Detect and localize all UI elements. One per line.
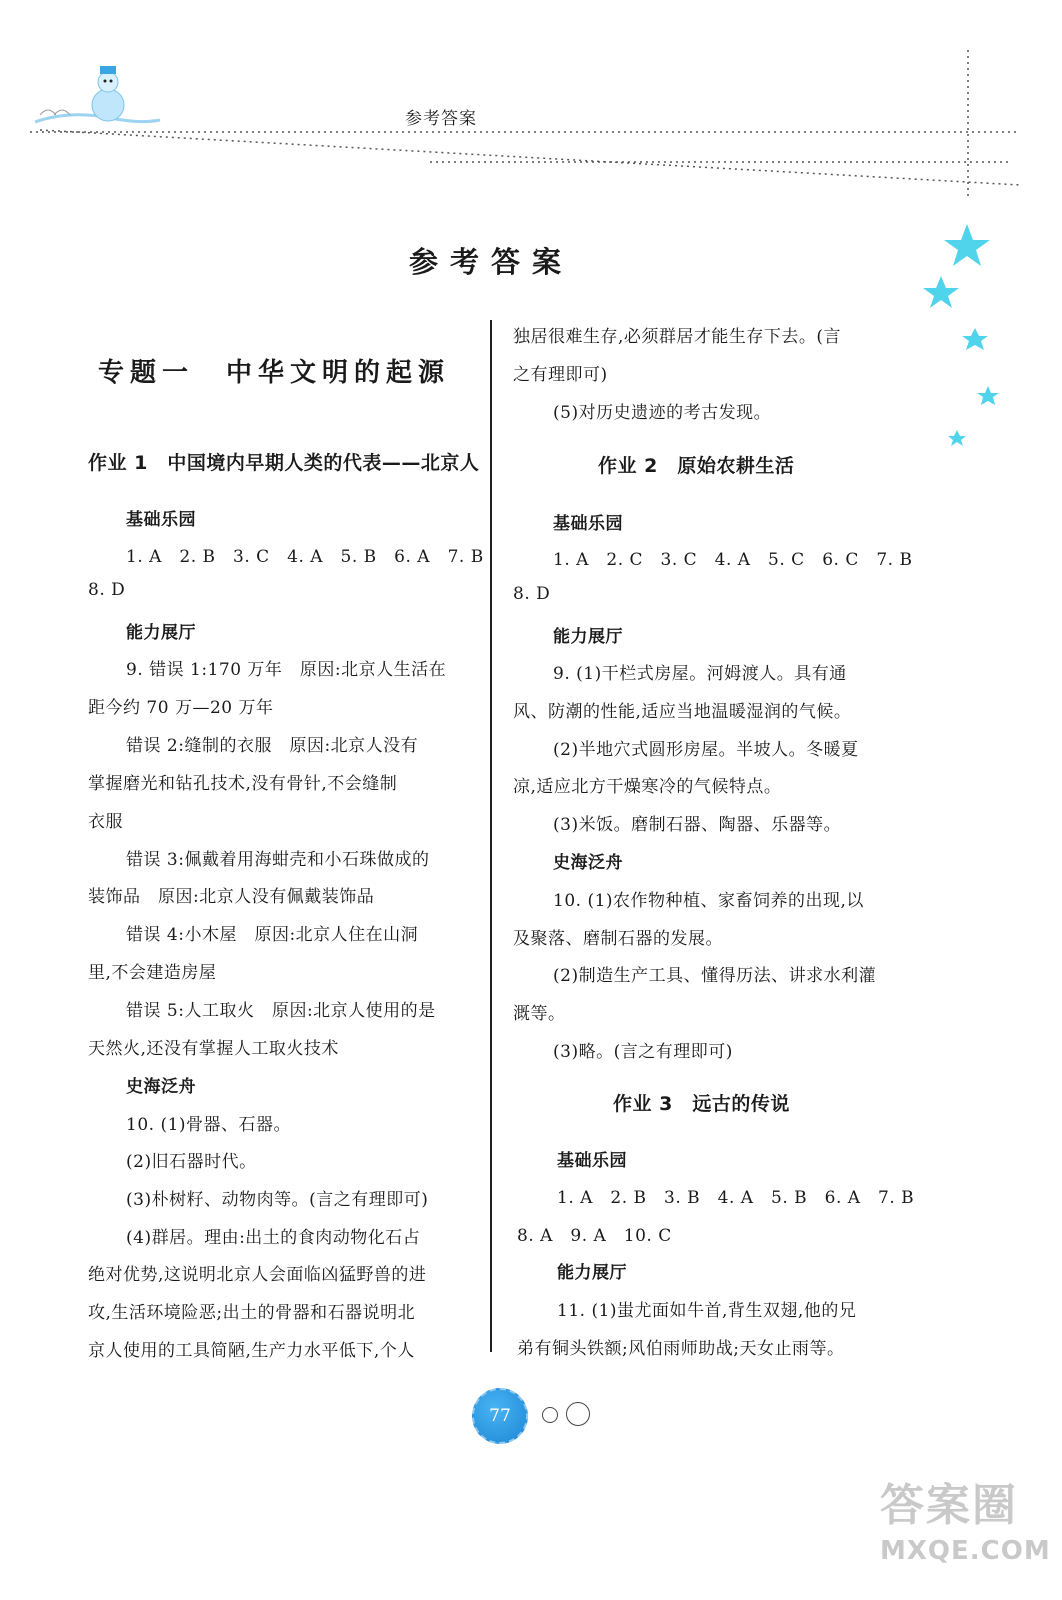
answer-line: 凉,适应北方干燥寒冷的气候特点。 bbox=[513, 777, 782, 797]
answer-line: 错误 4:小木屋 原因:北京人住在山洞 bbox=[126, 925, 419, 945]
answer-line: (2)旧石器时代。 bbox=[126, 1152, 257, 1172]
answer-line: 之有理即可) bbox=[513, 365, 608, 385]
answer-line: 1. A 2. C 3. C 4. A 5. C 6. C 7. B bbox=[553, 550, 913, 570]
column-divider bbox=[490, 320, 492, 1352]
answer-line: 装饰品 原因:北京人没有佩戴装饰品 bbox=[88, 887, 375, 907]
section-heading: 能力展厅 bbox=[126, 623, 196, 643]
answer-line: 掌握磨光和钻孔技术,没有骨针,不会缝制 bbox=[88, 774, 398, 794]
right-column bbox=[513, 0, 913, 1400]
answer-line: 1. A 2. B 3. C 4. A 5. B 6. A 7. B bbox=[126, 547, 484, 567]
answer-line: 风、防潮的性能,适应当地温暖湿润的气候。 bbox=[513, 702, 852, 722]
answer-line: 京人使用的工具简陋,生产力水平低下,个人 bbox=[88, 1341, 415, 1361]
answer-line: 绝对优势,这说明北京人会面临凶猛野兽的进 bbox=[88, 1265, 427, 1285]
watermark-logo: 答案圈 bbox=[880, 1480, 1018, 1531]
answer-line: 错误 2:缝制的衣服 原因:北京人没有 bbox=[126, 736, 419, 756]
decorative-circle-icon bbox=[566, 1402, 590, 1426]
answer-line: (3)朴树籽、动物肉等。(言之有理即可) bbox=[126, 1190, 429, 1210]
answer-line: (3)略。(言之有理即可) bbox=[553, 1042, 733, 1062]
answer-line: 错误 3:佩戴着用海蚶壳和小石珠做成的 bbox=[126, 850, 430, 870]
answer-line: (4)群居。理由:出土的食肉动物化石占 bbox=[126, 1228, 421, 1248]
answer-line: (5)对历史遗迹的考古发现。 bbox=[553, 403, 772, 423]
answer-line: 弟有铜头铁额;风伯雨师助战;天女止雨等。 bbox=[517, 1339, 845, 1359]
answer-line: 攻,生活环境险恶;出土的骨器和石器说明北 bbox=[88, 1303, 416, 1323]
watermark bbox=[880, 1478, 1051, 1568]
section-heading: 能力展厅 bbox=[553, 627, 623, 647]
homework-heading: 作业 3 远古的传说 bbox=[613, 1093, 790, 1115]
answer-line: 8. D bbox=[513, 584, 551, 604]
answer-line: 1. A 2. B 3. B 4. A 5. B 6. A 7. B bbox=[557, 1188, 915, 1208]
answer-line: (2)半地穴式圆形房屋。半坡人。冬暖夏 bbox=[553, 740, 859, 760]
answer-line: 10. (1)骨器、石器。 bbox=[126, 1115, 292, 1135]
answer-line: 衣服 bbox=[88, 812, 123, 832]
page-title: 参考答案 bbox=[408, 245, 573, 279]
answer-line: 10. (1)农作物种植、家畜饲养的出现,以 bbox=[553, 891, 864, 911]
answer-line: 8. A 9. A 10. C bbox=[517, 1226, 672, 1246]
homework-heading: 作业 2 原始农耕生活 bbox=[598, 455, 795, 477]
answer-line: 及聚落、磨制石器的发展。 bbox=[513, 929, 723, 949]
left-column bbox=[88, 0, 483, 1400]
answer-line: 11. (1)蚩尤面如牛首,背生双翅,他的兄 bbox=[557, 1301, 857, 1321]
section-heading: 基础乐园 bbox=[553, 514, 623, 534]
section-heading: 基础乐园 bbox=[557, 1151, 627, 1171]
answer-line: 9. 错误 1:170 万年 原因:北京人生活在 bbox=[126, 660, 447, 680]
answer-line: (2)制造生产工具、懂得历法、讲求水利灌 bbox=[553, 966, 877, 986]
answer-line: 8. D bbox=[88, 580, 126, 600]
decorative-circle-icon bbox=[542, 1407, 558, 1423]
answer-line: 天然火,还没有掌握人工取火技术 bbox=[88, 1039, 339, 1059]
running-title: 参考答案 bbox=[405, 109, 477, 129]
answer-line: 距今约 70 万—20 万年 bbox=[88, 698, 274, 718]
answer-line: (3)米饭。磨制石器、陶器、乐器等。 bbox=[553, 815, 842, 835]
topic-heading: 专题一 中华文明的起源 bbox=[98, 358, 451, 388]
answer-line: 独居很难生存,必须群居才能生存下去。(言 bbox=[513, 327, 842, 347]
answer-line: 里,不会建造房屋 bbox=[88, 963, 217, 983]
section-heading: 史海泛舟 bbox=[126, 1077, 196, 1097]
answer-line: 错误 5:人工取火 原因:北京人使用的是 bbox=[126, 1001, 436, 1021]
section-heading: 基础乐园 bbox=[126, 510, 196, 530]
homework-heading: 作业 1 中国境内早期人类的代表——北京人 bbox=[88, 452, 480, 474]
answer-line: 9. (1)干栏式房屋。河姆渡人。具有通 bbox=[553, 664, 847, 684]
page-number: 77 bbox=[472, 1388, 528, 1444]
answer-line: 溉等。 bbox=[513, 1004, 566, 1024]
watermark-url: MXQE.COM bbox=[880, 1536, 1051, 1566]
section-heading: 能力展厅 bbox=[557, 1263, 627, 1283]
section-heading: 史海泛舟 bbox=[553, 853, 623, 873]
